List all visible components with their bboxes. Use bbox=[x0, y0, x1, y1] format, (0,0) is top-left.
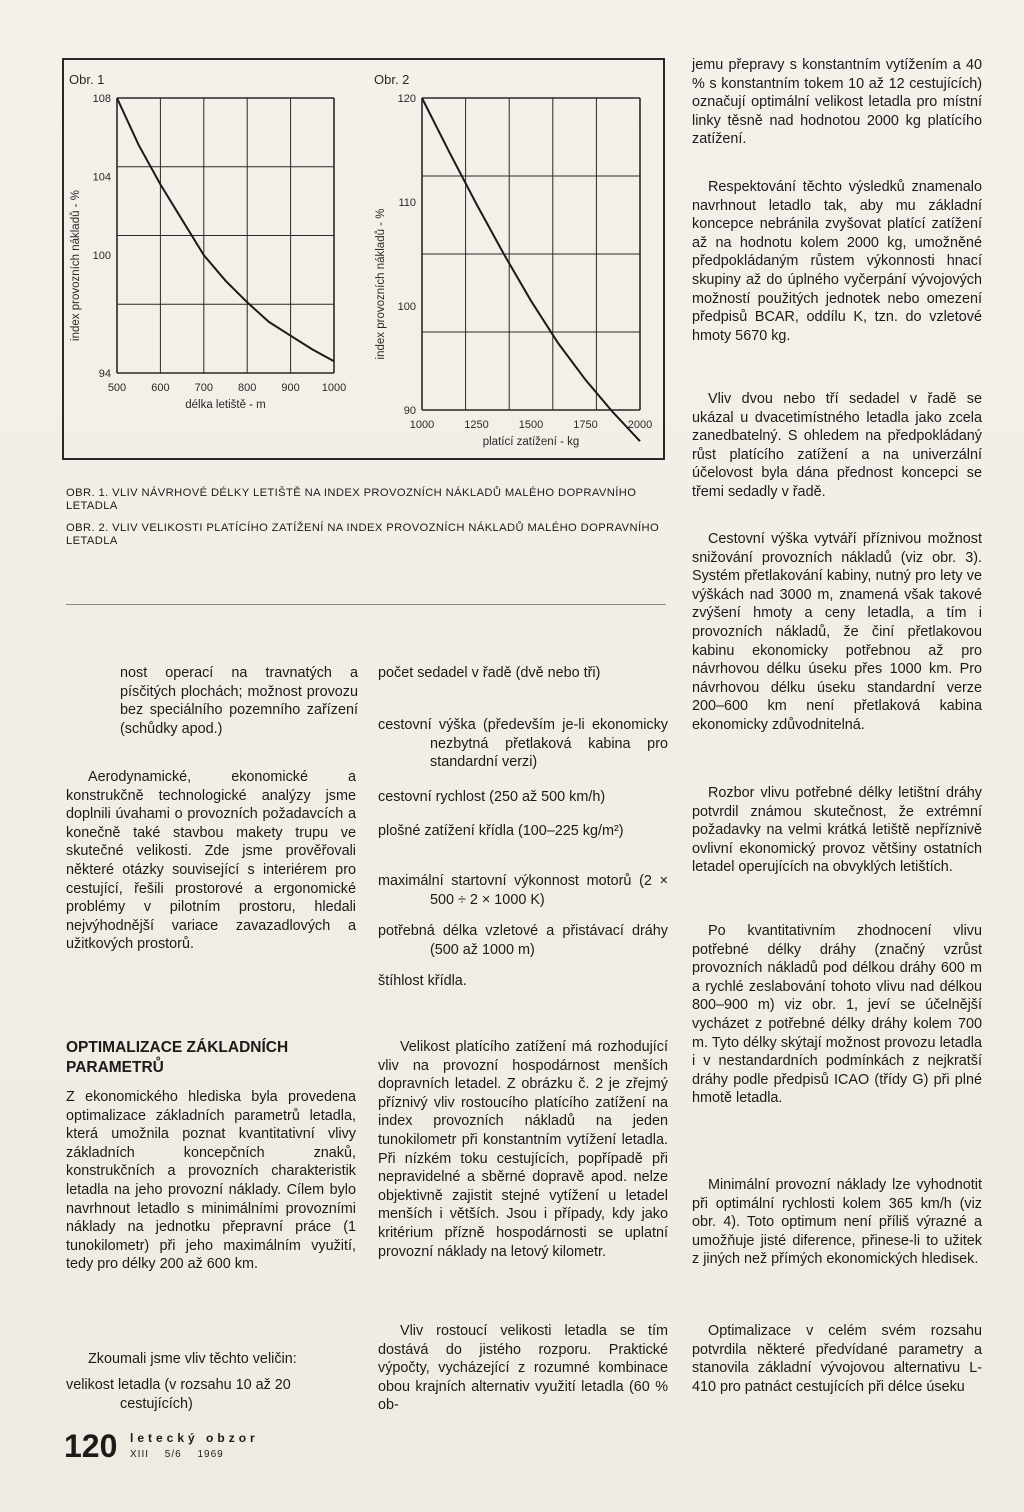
col1-paragraph-1: nost operací na travnatých a písčitých plochách; možnost provozu bez speciálního pozemního zařízení (schůdky apod.) bbox=[120, 665, 358, 737]
fig2-y-tick-label: 90 bbox=[403, 405, 416, 417]
col3-paragraph-2: Respektování těchto výsledků znamenalo navrhnout letadlo tak, aby mu základní koncepce nebránila zvyšovat platící zatížení až na hodnotu kolem 2000 kg, umožněné předpokládaným růstem výkonnosti hnací skupiny až do úplného vyčerpání vývojových možností použitých jednotek nebo omezení předpisů BCAR, oddílu K, tzn. do vzletové hmoty 5670 kg. bbox=[692, 179, 982, 344]
figure-1-caption: OBR. 1. VLIV NÁVRHOVÉ DÉLKY LETIŠTĚ NA INDEX PROVOZNÍCH NÁKLADŮ MALÉHO DOPRAVNÍHO LETADLA bbox=[66, 487, 637, 512]
fig1-series-line bbox=[117, 98, 334, 361]
col1-paragraph-4: Zkoumali jsme vliv těchto veličin: bbox=[88, 1351, 297, 1367]
col2-list-item: počet sedadel v řadě (dvě nebo tři) bbox=[378, 665, 601, 681]
figures-1-2-chart bbox=[62, 58, 665, 460]
fig2-x-axis-label: platící zatížení - kg bbox=[482, 436, 580, 448]
fig1-y-tick-label: 104 bbox=[92, 171, 111, 184]
fig1-x-tick-label: 800 bbox=[238, 382, 257, 394]
fig2-y-tick-label: 120 bbox=[397, 93, 416, 105]
fig2-x-tick-label: 1500 bbox=[518, 419, 544, 431]
fig1-y-tick-label: 94 bbox=[98, 368, 111, 380]
fig2-x-tick-label: 1750 bbox=[573, 419, 598, 431]
col2-paragraph-1: Velikost platícího zatížení má rozhodující vliv na provozní hospodárnost menších dopravních letadel. Z obrázku č. 2 je zřejmý příznivý vliv rostoucího platícího zatížení na index provozních nákladů na jeden tunokilometr při konstantním vytížení letadla. Při nízkém toku cestujících, popřípadě při nepravidelné a sběrné dopravě apod. nelze objektivně zajistit stejné vytížení u letadel menších i větších. Jsou i případy, kdy jako kritérium přízně hospodárnosti se uplatní provozní náklady na letový kilometr. bbox=[378, 1039, 668, 1260]
col3-paragraph-3: Vliv dvou nebo tří sedadel v řadě se ukázal u dvacetimístného letadla jako zcela zanedbatelný. S ohledem na předpokládaný růst platícího zatížení a na univerzální účelovost byla dána přednost koncepci se třemi sedadly v řadě. bbox=[692, 391, 982, 500]
col3-paragraph-8: Optimalizace v celém svém rozsahu potvrdila některé předvídané parametry a stanovila základní vývojovou alternativu L-410 pro patnáct cestujících při délce úseku bbox=[692, 1323, 982, 1395]
col1-paragraph-5: velikost letadla (v rozsahu 10 až 20 cestujících) bbox=[66, 1377, 291, 1412]
issue-info bbox=[130, 1449, 236, 1460]
fig1-title: Obr. 1 bbox=[69, 72, 105, 87]
col2-list-item: plošné zatížení křídla (100–225 kg/m²) bbox=[378, 823, 624, 839]
fig2-x-tick-label: 1250 bbox=[464, 419, 489, 431]
col3-paragraph-4: Cestovní výška vytváří příznivou možnost snižování provozních nákladů (viz obr. 3). Systém přetlakování kabiny, nutný pro lety ve výškách nad 3000 m, znamená však takové zvýšení hmoty a ceny letadla, a tím i provozních nákladů, že činí přetlakovou kabinu ekonomicky potřebnou až pro návrhovou délku úseku přes 1000 km. Pro návrhovou délku úseku standardní verze 200–600 km není přetlaková kabina ekonomicky zdůvodnitelná. bbox=[692, 531, 982, 733]
fig2-y-axis-label: index provozních nákladů - % bbox=[375, 208, 387, 360]
fig1-x-tick-label: 1000 bbox=[321, 382, 347, 394]
col3-paragraph-7: Minimální provozní náklady lze vyhodnotit při optimální rychlosti kolem 365 km/h (viz obr. 4). Toto optimum není příliš výrazné a umožňuje jisté diference, přinese-li to užitek z jiných než přímých ekonomických hledisek. bbox=[692, 1177, 982, 1268]
section-divider bbox=[66, 604, 666, 605]
fig1-y-tick-label: 108 bbox=[92, 93, 111, 105]
fig1-x-tick-label: 600 bbox=[151, 382, 170, 394]
col3-paragraph-6: Po kvantitativním zhodnocení vlivu potřebné délky dráhy (značný vzrůst provozních nákladů pod délkou dráhy 600 m a rychlé zeslabování tohoto vlivu nad délkou 800–900 m) viz obr. 1, jeví se účelnější vycházet z potřebné délky dráhy kolem 700 m. Tyto délky skýtají možnost provozu letadla i v nestandardních podmínkách z nejkratší dráhy podle předpisů ICAO (třídy G) při plné hmotě letadla. bbox=[692, 923, 982, 1107]
volume: XIII bbox=[130, 1449, 150, 1460]
fig1-x-tick-label: 500 bbox=[107, 382, 127, 394]
col2-paragraph-2: Vliv rostoucí velikosti letadla se tím dostává do jistého rozporu. Praktické výpočty, vycházející z rozumné kombinace obou krajních alternativ využití letadla (60 % ob- bbox=[378, 1323, 668, 1414]
col2-list-item: cestovní rychlost (250 až 500 km/h) bbox=[378, 789, 606, 805]
col1-paragraph-2: Aerodynamické, ekonomické a konstrukčně technologické analýzy jsme doplnili úvahami o provozních požadavcích a konečně také stavbou makety trupu ve skutečné velikosti. Zde jsme prověřovali některé otázky související s interiérem pro cestující, řešili prostorové a ergonomické problémy v pilotním prostoru, hledali nejvýhodnější variace zavazadlových a užitkových prostorů. bbox=[66, 769, 356, 953]
fig2-x-tick-label: 2000 bbox=[627, 419, 653, 431]
col3-paragraph-1: jemu přepravy s konstantním vytížením a 40 % s konstantním tokem 10 až 12 cestujících) označují optimální velikost letadla pro místní linky těsně nad hodnotou 2000 kg platícího zatížení. bbox=[692, 57, 982, 148]
fig1-x-tick-label: 700 bbox=[194, 382, 213, 394]
year: 1969 bbox=[197, 1449, 224, 1460]
magazine-title: letecký obzor bbox=[130, 1431, 259, 1445]
fig2-x-tick-label: 1000 bbox=[409, 419, 435, 431]
figure-2-caption: OBR. 2. VLIV VELIKOSTI PLATÍCÍHO ZATÍŽENÍ NA INDEX PROVOZNÍCH NÁKLADŮ MALÉHO DOPRAVNÍHO LETADLA bbox=[66, 522, 660, 547]
page-number: 120 bbox=[64, 1428, 118, 1464]
fig1-y-axis-label: index provozních nákladů - % bbox=[70, 190, 82, 341]
fig1-y-tick-label: 100 bbox=[92, 250, 111, 263]
issue-number: 5/6 bbox=[164, 1449, 182, 1460]
fig1-x-tick-label: 900 bbox=[281, 382, 300, 394]
col3-paragraph-5: Rozbor vlivu potřebné délky letištní dráhy potvrdil známou skutečnost, že extrémní požadavky na velmi krátká letiště nepříznivě ovlivní ekonomický provoz většiny ostatních letadel operujících na obvyklých letištích. bbox=[692, 785, 982, 876]
col2-list-item: štíhlost křídla. bbox=[378, 973, 467, 989]
fig2-y-tick-label: 110 bbox=[398, 197, 416, 209]
col2-list-item: maximální startovní výkonnost motorů (2 × 500 ÷ 2 × 1000 K) bbox=[378, 873, 668, 908]
fig1-x-axis-label: délka letiště - m bbox=[185, 399, 266, 411]
col1-paragraph-3: Z ekonomického hlediska byla provedena optimalizace základních parametrů letadla, která umožnila poznat kvantitativní vlivy základních koncepčních znaků, konstrukčních a provozních charakteristik letadla na jeho provozní náklady. Cílem bylo navrhnout letadlo s minimálními provozními náklady na jednotku přepravní práce (1 tunokilometr) při jeho maximálním využití, tedy pro délky 200 až 600 km. bbox=[66, 1089, 356, 1273]
fig2-title: Obr. 2 bbox=[374, 72, 410, 87]
section-heading: OPTIMALIZACE ZÁKLADNÍCH PARAMETRŮ bbox=[66, 1039, 289, 1076]
col2-list-item: cestovní výška (především je-li ekonomicky nezbytná přetlaková kabina pro standardní verzi) bbox=[378, 717, 668, 771]
fig2-y-tick-label: 100 bbox=[397, 301, 416, 313]
fig2-series-line bbox=[422, 98, 640, 441]
col2-list-item: potřebná délka vzletové a přistávací dráhy (500 až 1000 m) bbox=[378, 923, 668, 958]
